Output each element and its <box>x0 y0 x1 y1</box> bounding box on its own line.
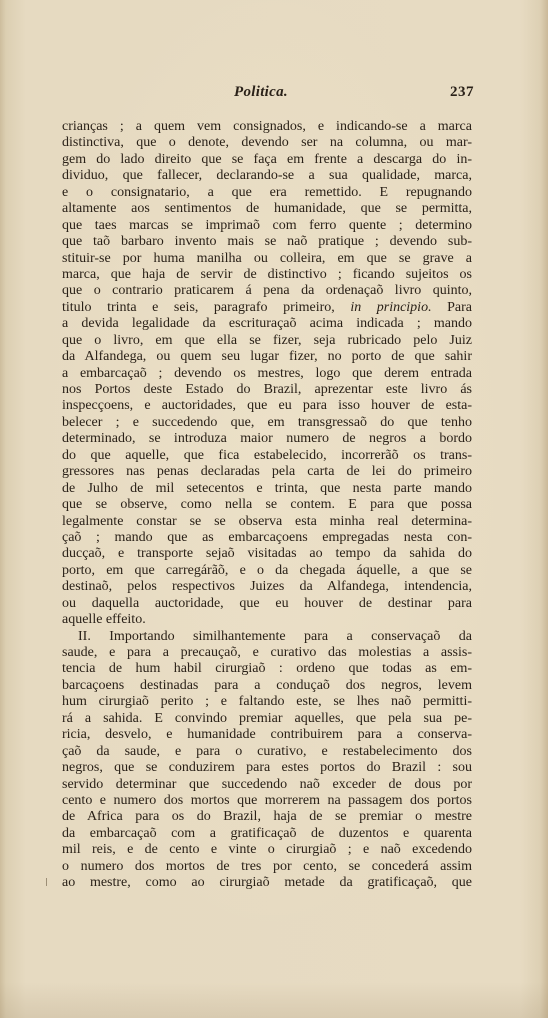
text-line: crianças ; a quem vem consignados, e indicando-se a marca <box>62 119 472 134</box>
text-line: negros, que se conduzirem para estes portos do Brazil : sou <box>62 760 472 776</box>
text-line: da embarcaçaõ com a gratificaçaõ de duzentos e quarenta <box>62 825 472 841</box>
text-line: a devida legalidade da escrituraçaõ acima indicada ; mando <box>62 316 472 332</box>
text-line: tencia de hum habil cirurgiaõ : ordeno que todas as em- <box>62 661 472 677</box>
running-header <box>62 84 474 104</box>
text-line: servido determinar que succedendo naõ exceder de dous por <box>62 776 472 792</box>
text-line: a embarcaçaõ ; devendo os mestres, logo que derem entrada <box>62 365 472 381</box>
body-text <box>62 119 472 892</box>
margin-mark <box>46 878 47 886</box>
text-line: nos Portos deste Estado do Brazil, aprezentar este livro ás <box>62 382 472 397</box>
text-line: determinado, se introduza maior numero de negros a bordo <box>62 431 472 447</box>
text-line: ducçaõ, e transporte sejaõ visitadas ao tempo da sahida do <box>62 546 472 562</box>
section-start-line: II. Importando similhantemente para a conservaçaõ da <box>78 628 472 644</box>
text-line: destinaõ, pelos respectivos Juizes da Alfandega, intendencia, <box>62 579 472 595</box>
text-line: porto, em que carregárãõ, e o da chegada áquelle, a que se <box>62 562 472 578</box>
text-line: altamente aos sentimentos de humanidade, que se permitta, <box>62 201 472 217</box>
text-line: cento e numero dos mortos que morrerem na passagem dos portos <box>62 792 472 808</box>
text-line: da Alfandega, ou quem seu lugar fizer, no porto de que sahir <box>62 349 472 365</box>
text-line: marca, que haja de servir de distinctivo ; ficando sujeitos os <box>62 266 472 282</box>
paragraph-end-line: aquelle effeito. <box>62 612 146 628</box>
text-line: o numero dos mortos de tres por cento, se concederá assim <box>62 858 472 874</box>
text-line-with-italic <box>62 300 472 316</box>
text-line: çaõ da saude, e para o curativo, e restabelecimento dos <box>62 743 472 759</box>
text-line: hum cirurgiaõ perito ; e faltando este, se lhes naõ permitti- <box>62 694 472 710</box>
text-line: mil reis, e de cento e vinte o cirurgiaõ ; e naõ excedendo <box>62 842 472 858</box>
text-line: inspecçoens, e auctoridades, que eu para isso houver de esta- <box>62 398 472 414</box>
text-line: çaõ ; mando que as embarcaçoens empregadas nesta con- <box>62 529 472 545</box>
text-line: ou daquella auctoridade, que eu houver de destinar para <box>62 595 472 611</box>
italic-phrase: in principio. <box>350 299 432 315</box>
text-line: do que aquelle, que fica estabelecido, incorrerãõ os trans- <box>62 447 472 463</box>
text-line: que taõ barbaro invento mais se naõ pratique ; devendo sub- <box>62 234 472 250</box>
text-line: que se observe, como nella se contem. E para que possa <box>62 497 472 513</box>
text-line: e o consignatario, a que era remettido. E repugnando <box>62 184 472 200</box>
text-line: de Julho de mil setecentos e trinta, que nesta parte mando <box>62 480 472 496</box>
text-line: rá a sahida. E convindo premiar aquelles, que pela sua pe- <box>62 710 472 726</box>
text-line: distinctiva, que o denote, devendo ser na columna, ou mar- <box>62 135 472 151</box>
page-number: 237 <box>450 84 474 100</box>
text-line: stituir-se por huma manilha ou colleira, em que se grave a <box>62 250 472 266</box>
line-text-tail: Para <box>447 299 472 315</box>
line-text: titulo trinta e seis, paragrafo primeiro, <box>62 299 335 315</box>
text-line: saude, e para a precauçaõ, e curativo das molestias a assis- <box>62 645 472 660</box>
text-line: ao mestre, como ao cirurgiaõ metade da gratificaçaõ, que <box>62 875 472 891</box>
text-line: gressores nas penas declaradas pela carta de lei do primeiro <box>62 464 472 480</box>
text-line: que taes marcas se imprimaõ com ferro quente ; determino <box>62 217 472 233</box>
text-line: de Africa para os do Brazil, haja de se premiar o mestre <box>62 809 472 825</box>
text-line: que o contrario praticarem á pena da ordenaçaõ livro quinto, <box>62 283 472 299</box>
text-line: barcaçoens destinadas para a conduçaõ dos negros, levem <box>62 677 472 693</box>
text-line: belecer ; e succedendo que, em transgressaõ do que tenho <box>62 414 472 430</box>
text-line: gem do lado direito que se faça em frente a descarga do in- <box>62 151 472 167</box>
running-title: Politica. <box>234 84 288 100</box>
text-line: dividuo, que fallecer, declarando-se a sua qualidade, marca, <box>62 168 472 184</box>
text-line: legalmente constar se se observa esta minha real determina- <box>62 513 472 529</box>
text-line: ricia, desvelo, e humanidade contribuirem para a conserva- <box>62 727 472 743</box>
text-line: que o livro, em que ella se fizer, seja rubricado pelo Juiz <box>62 332 472 348</box>
